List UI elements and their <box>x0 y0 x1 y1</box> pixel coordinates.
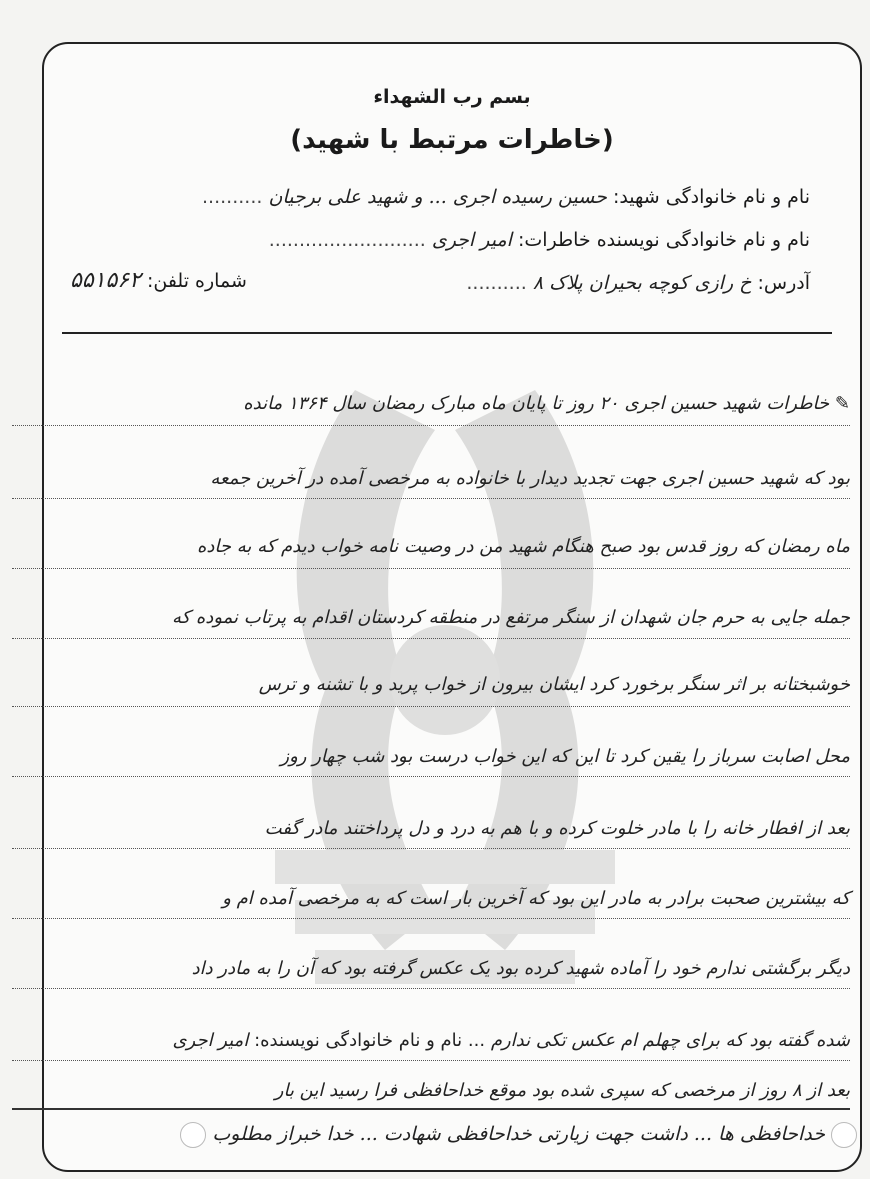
pen-icon: ✎ <box>834 393 850 414</box>
memoir-line: که بیشترین صحبت برادر به مادر این بود که آخرین بار است که به مرخصی آمده ام و <box>222 888 850 909</box>
memoir-line: ✎ خاطرات شهید حسین اجری ۲۰ روز تا پایان ماه مبارک رمضان سال ۱۳۶۴ مانده <box>243 393 850 414</box>
dotted-fill: .......... <box>202 186 263 208</box>
writer-name-label: نام و نام خانوادگی نویسنده خاطرات: <box>517 229 810 251</box>
memoir-line: محل اصابت سرباز را یقین کرد تا این که این خواب درست بود شب چهار روز <box>280 746 850 767</box>
ruled-line <box>12 568 850 569</box>
address-field: آدرس: خ رازی کوچه بحیران پلاک ۸ .......... <box>466 272 810 294</box>
phone-value: ۵۵۱۵۶۲ <box>70 268 141 293</box>
basmala-heading: بسم رب الشهداء <box>373 86 531 108</box>
ruled-line <box>12 1108 850 1110</box>
document-title: (خاطرات مرتبط با شهید) <box>290 125 614 155</box>
memoir-line: جمله جایی به حرم جان شهدان از سنگر مرتفع در منطقه کردستان اقدام به پرتاب نموده که <box>171 607 850 628</box>
address-value: خ رازی کوچه بحیران پلاک ۸ <box>532 272 752 294</box>
writer-name-field <box>269 229 810 251</box>
header-divider <box>62 332 832 334</box>
memoir-line: ماه رمضان که روز قدس بود صبح هنگام شهید من در وصیت نامه خواب دیدم که به جاده <box>196 536 850 557</box>
ruled-line <box>12 918 850 919</box>
ruled-line <box>12 706 850 707</box>
ruled-line <box>12 988 850 989</box>
writer-name-value: امیر اجری <box>431 229 512 251</box>
punch-hole <box>180 1122 206 1148</box>
ruled-line <box>12 848 850 849</box>
closing-label: نام و نام خانوادگی نویسنده: <box>254 1030 463 1051</box>
martyr-name-field <box>202 186 810 208</box>
martyr-name-label: نام و نام خانوادگی شهید: <box>612 186 810 208</box>
ruled-line <box>12 498 850 499</box>
memoir-line: شده گفته بود که برای چهلم ام عکس تکی ندارم ... نام و نام خانوادگی نویسنده: امیر اجری <box>172 1030 850 1051</box>
memoir-line: بود که شهید حسین اجری جهت تجدید دیدار با خانواده به مرخصی آمده در آخرین جمعه <box>210 468 850 489</box>
footer-line: بعد از ۸ روز از مرخصی که سپری شده بود موقع خداحافظی فرا رسید این بار <box>274 1080 850 1101</box>
martyr-name-value: حسین رسیده اجری ... و شهید علی برجیان <box>268 186 607 208</box>
dotted-fill: .......................... <box>268 229 426 251</box>
ruled-line <box>12 638 850 639</box>
memoir-line: بعد از افطار خانه را با مادر خلوت کرده و با هم به درد و دل پرداختند مادر گفت <box>264 818 850 839</box>
footer-line: خداحافظی ها ... داشت جهت زیارتی خداحافظی شهادت ... خدا خبراز مطلوب <box>12 1122 857 1148</box>
phone-label: شماره تلفن: <box>146 270 247 292</box>
ruled-line <box>12 1060 850 1061</box>
phone-field <box>70 268 247 293</box>
closing-value: امیر اجری <box>172 1030 249 1051</box>
ruled-line <box>12 425 850 426</box>
memoir-line: دیگر برگشتی ندارم خود را آماده شهید کرده بود یک عکس گرفته بود که آن را به مادر داد <box>191 958 850 979</box>
punch-hole <box>831 1122 857 1148</box>
ruled-line <box>12 776 850 777</box>
memoir-line: خوشبختانه بر اثر سنگر برخورد کرد ایشان بیرون از خواب پرید و با تشنه و ترس <box>258 674 850 695</box>
address-label: آدرس: <box>757 272 810 294</box>
